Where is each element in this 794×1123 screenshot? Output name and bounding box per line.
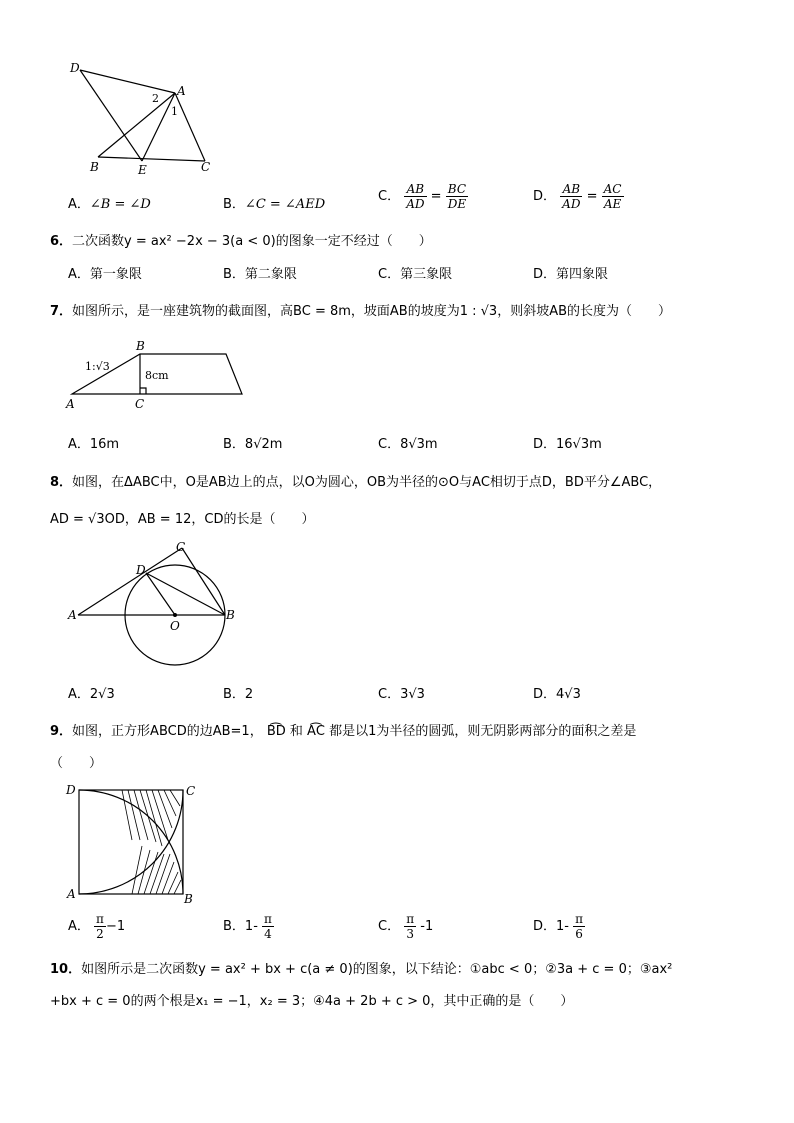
fraction-num: π xyxy=(575,912,584,926)
option-letter: A． xyxy=(68,197,90,212)
fig9-label-c: C xyxy=(186,784,196,798)
q8-option-b[interactable]: B．2 xyxy=(223,687,254,702)
fraction xyxy=(404,182,426,211)
option-text: ∠B = ∠D xyxy=(89,197,151,212)
q5-option-a[interactable] xyxy=(68,193,151,212)
fraction xyxy=(94,912,106,941)
fig9-label-b: B xyxy=(184,892,193,905)
question-number: 7． xyxy=(50,304,73,319)
fig7-label-a: A xyxy=(66,397,75,411)
fig5-label-e: E xyxy=(138,163,147,177)
question-text: 如图所示是二次函数y = ax² + bx + c(a ≠ 0)的图象，以下结论：①abc < 0；②3a + c = 0；③ax² xyxy=(81,962,673,977)
question-text: 如图，正方形ABCD的边AB=1， B͡D 和 A͡C 都是以1为半径的圆弧，则无阴影两部分的面积之差是 xyxy=(72,724,637,739)
fraction xyxy=(262,912,274,941)
fraction-den: AE xyxy=(603,197,622,211)
question-number: 8． xyxy=(50,475,73,490)
q9-option-c[interactable] xyxy=(378,912,433,941)
equals-sign: = xyxy=(430,189,442,204)
fraction-den: 6 xyxy=(575,927,583,941)
q9-stem-line1 xyxy=(50,720,636,739)
fig5-label-2: 2 xyxy=(152,92,159,105)
q7-figure xyxy=(60,338,255,413)
q6-option-b[interactable]: B．第二象限 xyxy=(223,267,297,282)
fraction-den: 4 xyxy=(264,927,272,941)
option-letter: A． xyxy=(68,919,90,934)
fraction-den: 3 xyxy=(406,927,414,941)
option-prefix: 1- xyxy=(244,919,263,934)
fig5-label-1: 1 xyxy=(171,105,178,118)
q7-option-a[interactable]: A．16m xyxy=(68,437,120,452)
fig5-label-b: B xyxy=(90,160,99,174)
q9-figure xyxy=(62,780,202,905)
q9-stem-line2: （ ） xyxy=(50,756,103,771)
fig5-label-d: D xyxy=(70,61,80,75)
fraction-num: AC xyxy=(603,182,622,196)
fraction-num: π xyxy=(406,912,415,926)
fig8-label-b: B xyxy=(226,608,235,622)
option-letter: C． xyxy=(378,919,401,934)
q7-option-d[interactable]: D．16√3m xyxy=(533,437,602,452)
q9-option-d[interactable] xyxy=(533,912,585,941)
option-letter: B． xyxy=(223,197,245,212)
q10-stem-line2: +bx + c = 0的两个根是x₁ = −1，x₂ = 3；④4a + 2b + c > 0，其中正确的是（ ） xyxy=(50,994,574,1009)
fraction xyxy=(573,912,585,941)
q5-option-d[interactable] xyxy=(533,182,624,211)
fig8-label-a: A xyxy=(68,608,77,622)
fig9-label-d: D xyxy=(66,783,76,797)
fig5-label-c: C xyxy=(201,160,211,174)
fig5-label-a: A xyxy=(177,84,186,98)
fig7-label-c: C xyxy=(135,397,145,411)
question-number: 6． xyxy=(50,234,73,249)
fraction-num: AB xyxy=(404,182,426,197)
fraction-num: π xyxy=(264,912,272,926)
q5-option-b[interactable] xyxy=(223,193,325,212)
q9-option-a[interactable] xyxy=(68,912,125,941)
fraction-num: BC xyxy=(446,182,468,197)
fig7-label-slope: 1:√3 xyxy=(85,360,110,373)
fig7-label-height: 8cm xyxy=(145,369,169,382)
q7-option-b[interactable]: B．8√2m xyxy=(223,437,283,452)
q6-stem xyxy=(50,230,432,249)
fraction-den: AD xyxy=(562,197,581,211)
fraction-num: π xyxy=(96,912,104,926)
fraction xyxy=(602,182,624,211)
fig8-label-d: D xyxy=(136,563,146,577)
fraction xyxy=(446,182,468,211)
fig8-label-c: C xyxy=(176,540,186,554)
fraction xyxy=(404,912,416,941)
option-letter: D． xyxy=(533,919,557,934)
q8-option-c[interactable]: C．3√3 xyxy=(378,687,425,702)
fig8-label-o: O xyxy=(170,619,180,633)
option-letter: B． xyxy=(223,919,245,934)
equals-sign: = xyxy=(586,189,598,204)
fraction xyxy=(560,182,582,211)
q7-option-c[interactable]: C．8√3m xyxy=(378,437,438,452)
q6-option-a[interactable]: A．第一象限 xyxy=(68,267,142,282)
q8-figure xyxy=(62,538,242,668)
option-suffix: −1 xyxy=(105,919,126,934)
q7-stem xyxy=(50,300,671,319)
q6-option-c[interactable]: C．第三象限 xyxy=(378,267,453,282)
q8-stem-line2: AD = √3OD，AB = 12，CD的长是（ ） xyxy=(50,512,315,527)
q6-option-d[interactable]: D．第四象限 xyxy=(533,267,609,282)
option-suffix: -1 xyxy=(420,919,434,934)
fig7-label-b: B xyxy=(136,339,145,353)
fraction-den: AD xyxy=(406,197,425,211)
fraction-den: 2 xyxy=(96,927,104,941)
fraction-den: DE xyxy=(447,197,467,211)
question-number: 10． xyxy=(50,962,82,977)
question-text: 二次函数y = ax² −2x − 3(a < 0)的图象一定不经过（ ） xyxy=(72,234,432,249)
option-letter: C． xyxy=(378,189,401,204)
q8-stem-line1 xyxy=(50,471,661,490)
q8-option-d[interactable]: D．4√3 xyxy=(533,687,581,702)
option-prefix: 1- xyxy=(556,919,574,934)
question-text: 如图所示，是一座建筑物的截面图，高BC = 8m，坡面AB的坡度为1 : √3，则斜坡AB的长度为（ ） xyxy=(72,304,671,319)
q8-option-a[interactable]: A．2√3 xyxy=(68,687,115,702)
question-number: 9． xyxy=(50,724,73,739)
q9-option-b[interactable] xyxy=(223,912,274,941)
fraction-num: AB xyxy=(560,182,582,197)
option-text: ∠C = ∠AED xyxy=(244,197,326,212)
q5-option-c[interactable] xyxy=(378,182,468,211)
option-letter: D． xyxy=(533,189,557,204)
q10-stem-line1 xyxy=(50,958,672,977)
fig9-label-a: A xyxy=(67,887,76,901)
question-text: 如图，在ΔABC中，O是AB边上的点，以O为圆心，OB为半径的⊙O与AC相切于点D，BD平分∠ABC， xyxy=(72,475,662,490)
q5-figure xyxy=(60,55,240,180)
